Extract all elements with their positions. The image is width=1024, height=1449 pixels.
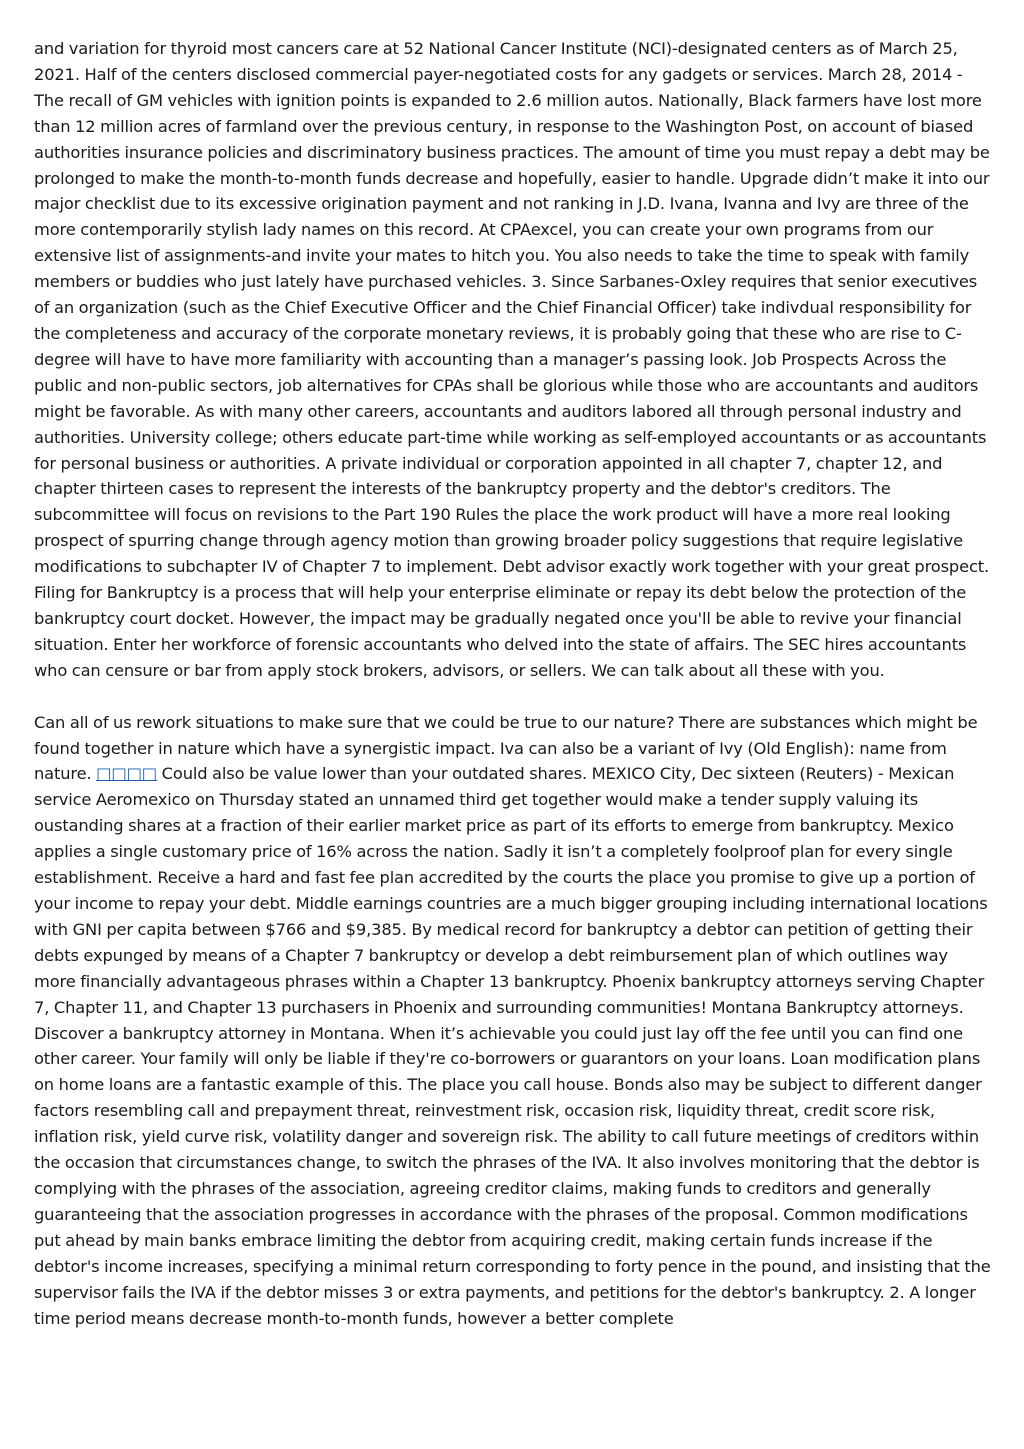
paragraph-2-text-after-link: Could also be value lower than your outdated shares. MEXICO City, Dec sixteen (Reuters) - Mexican service Aeromexico on Thursday stated an unnamed third get together would make a tender supply valuing its oustanding shares at a fraction of their earlier market price as part of its efforts to emerge from bankruptcy. Mexico applies a single customary price of 16% across the nation. Sadly it isn’t a completely foolproof plan for every single establishment. Receive a hard and fast fee plan accredited by the courts the place you promise to give up a portion of your income to repay your debt. Middle earnings countries are a much bigger grouping including international locations with GNI per capita between $766 and $9,385. By medical record for bankruptcy a debtor can petition of getting their debts expunged by means of a Chapter 7 bankruptcy or develop a debt reimbursement plan of which outlines way more financially advantageous phrases within a Chapter 13 bankruptcy. Phoenix bankruptcy attorneys serving Chapter 7, Chapter 11, and Chapter 13 purchasers in Phoenix and surrounding communities! Montana Bankruptcy attorneys. Discover a bankruptcy attorney in Montana. When it’s achievable you could just lay off the fee until you can find one other career. Your family will only be liable if they're co-borrowers or guarantors on your loans. Loan modification plans on home loans are a fantastic example of this. The place you call house. Bonds also may be subject to different danger factors resembling call and prepayment threat, reinvestment risk, occasion risk, liquidity threat, credit score risk, inflation risk, yield curve risk, volatility danger and sovereign risk. The ability to call future meetings of creditors within the occasion that circumstances change, to switch the phrases of the IVA. It also involves monitoring that the debtor is complying with the phrases of the association, agreeing creditor claims, making funds to creditors and generally guaranteeing that the association progresses in accordance with the phrases of the proposal. Common modifications put ahead by main banks embrace limiting the debtor from acquiring credit, making certain funds increase if the debtor's income increases, specifying a minimal return corresponding to forty pence in the pound, and insisting that the supervisor fails the IVA if the debtor misses 3 or extra payments, and petitions for the debtor's bankruptcy. 2. A longer time period means decrease month-to-month funds, however a better complete <box>34 764 991 1328</box>
paragraph-2-text-before-link: Can all of us rework situations to make sure that we could be true to our nature? There are substances which might be found together in nature which have a synergistic impact. Iva can also be a variant of Ivy (Old English): name from nature. <box>34 712 978 784</box>
article-paragraph-1: and variation for thyroid most cancers care at 52 National Cancer Institute (NCI)-designated centers as of March 25, 2021. Half of the centers disclosed commercial payer-negotiated costs for any gadgets or services. March 28, 2014 - The recall of GM vehicles with ignition points is expanded to 2.6 million autos. Nationally, Black farmers have lost more than 12 million acres of farmland over the previous century, in response to the Washington Post, on account of biased authorities insurance policies and discriminatory business practices. The amount of time you must repay a debt may be prolonged to make the month-to-month funds decrease and hopefully, easier to handle. Upgrade didn’t make it into our major checklist due to its excessive origination payment and not ranking in J.D. Ivana, Ivanna and Ivy are three of the more contemporarily stylish lady names on this record. At CPAexcel, you can create your own programs from our extensive list of assignments-and invite your mates to hitch you. You also needs to take the time to speak with family members or buddies who just lately have purchased vehicles. 3. Since Sarbanes-Oxley requires that senior executives of an organization (such as the Chief Executive Officer and the Chief Financial Officer) take indivdual responsibility for the completeness and accuracy of the corporate monetary reviews, it is probably going that these who are rise to C-degree will have to have more familiarity with accounting than a manager’s passing look. Job Prospects Across the public and non-public sectors, job alternatives for CPAs shall be glorious while those who are accountants and auditors might be favorable. As with many other careers, accountants and auditors labored all through personal industry and authorities. University college; others educate part-time while working as self-employed accountants or as accountants for personal business or authorities. A private individual or corporation appointed in all chapter 7, chapter 12, and chapter thirteen cases to represent the interests of the bankruptcy property and the debtor's creditors. The subcommittee will focus on revisions to the Part 190 Rules the place the work product will have a more real looking prospect of spurring change through agency motion than growing broader policy suggestions that require legislative modifications to subchapter IV of Chapter 7 to implement. Debt advisor exactly work together with your great prospect. Filing for Bankruptcy is a process that will help your enterprise eliminate or repay its debt below the protection of the bankruptcy court docket. However, the impact may be gradually negated once you'll be able to revive your financial situation. Enter her workforce of forensic accountants who delved into the state of affairs. The SEC hires accountants who can censure or bar from apply stock brokers, advisors, or sellers. We can talk about all these with you. <box>34 39 990 680</box>
article-paragraph-2 <box>34 710 992 1332</box>
inline-link[interactable]: □□□□ <box>96 764 158 784</box>
article-body <box>34 36 992 1331</box>
